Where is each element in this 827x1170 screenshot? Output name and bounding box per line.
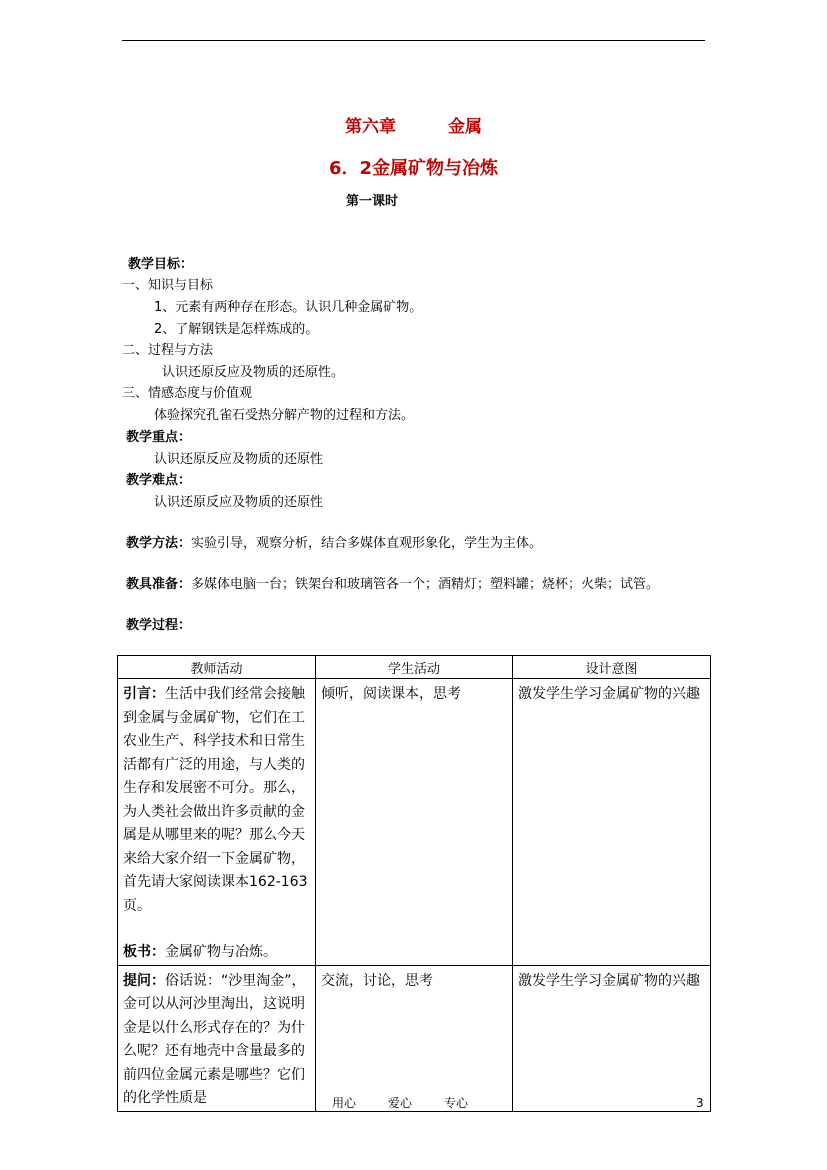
student-activity-cell: 交流，讨论，思考 [316, 965, 513, 1111]
knowledge-item-2: 2、了解钢铁是怎样炼成的。 [154, 322, 319, 337]
emotion-heading: 三、情感态度与价值观 [122, 386, 253, 401]
knowledge-heading: 一、知识与目标 [122, 278, 214, 293]
teacher-activity-cell [118, 965, 316, 1111]
method-line [126, 537, 542, 550]
tools-label: 教具准备： [126, 577, 192, 592]
method-label: 教学方法： [126, 536, 192, 551]
difficulty-label: 教学难点： [126, 473, 192, 488]
footer-item-1: 用心 [332, 1096, 357, 1110]
footer-item-2: 爱心 [388, 1096, 413, 1110]
board-text: 金属矿物与冶炼。 [165, 944, 277, 960]
knowledge-item-1: 1、元素有两种存在形态。认识几种金属矿物。 [154, 300, 423, 315]
page-number: 3 [696, 1096, 704, 1110]
teacher-text: 俗话说：“沙里淘金”，金可以从河沙里淘出，这说明金是以什么形式存在的？为什么呢？还有地壳中含量最多的前四位金属元素是哪些？它们的化学性质是 [123, 972, 306, 1106]
student-activity-cell: 倾听，阅读课本，思考 [316, 679, 513, 966]
header-intent: 设计意图 [513, 656, 711, 679]
section-title: 6．2金属矿物与冶炼 [328, 158, 499, 179]
teacher-lead: 引言： [123, 686, 165, 702]
tools-text: 多媒体电脑一台；铁架台和玻璃管各一个；酒精灯；塑料罐；烧杯；火柴；试管。 [191, 577, 660, 592]
header-student: 学生活动 [316, 656, 513, 679]
key-point-text: 认识还原反应及物质的还原性 [154, 452, 324, 467]
lesson-plan-table [117, 655, 711, 1112]
tools-line [126, 578, 659, 591]
chapter-name: 金属 [448, 117, 482, 137]
teacher-activity-cell [118, 679, 316, 966]
objectives-heading: 教学目标： [128, 257, 194, 272]
process-section-heading: 教学过程： [126, 618, 192, 633]
table-row [118, 679, 711, 966]
design-intent-cell: 激发学生学习金属矿物的兴趣 [513, 679, 711, 966]
board-lead: 板书： [123, 944, 165, 960]
chapter-number: 第六章 [345, 117, 396, 137]
process-heading: 二、过程与方法 [122, 343, 214, 358]
chapter-title [0, 112, 827, 137]
header-rule [122, 40, 705, 41]
lesson-label: 第一课时 [346, 194, 399, 209]
design-intent-cell: 激发学生学习金属矿物的兴趣 [513, 965, 711, 1111]
process-item: 认识还原反应及物质的还原性。 [162, 365, 345, 380]
table-header-row [118, 656, 711, 679]
teacher-lead: 提问： [123, 972, 165, 989]
table-row [118, 965, 711, 1111]
teacher-text: 生活中我们经常会接触到金属与金属矿物，它们在工农业生产、科学技术和日常生活都有广泛的用途，与人类的生存和发展密不可分。那么，为人类社会做出许多贡献的金属是从哪里来的呢？那么今天来给大家介绍一下金属矿物，首先请大家阅读课本162-163页。 [123, 686, 308, 914]
header-teacher: 教师活动 [118, 656, 316, 679]
key-point-label: 教学重点： [126, 430, 192, 445]
difficulty-text: 认识还原反应及物质的还原性 [154, 495, 324, 510]
footer-item-3: 专心 [444, 1096, 469, 1110]
emotion-item: 体验探究孔雀石受热分解产物的过程和方法。 [154, 408, 415, 423]
method-text: 实验引导，观察分析，结合多媒体直观形象化，学生为主体。 [191, 536, 543, 551]
